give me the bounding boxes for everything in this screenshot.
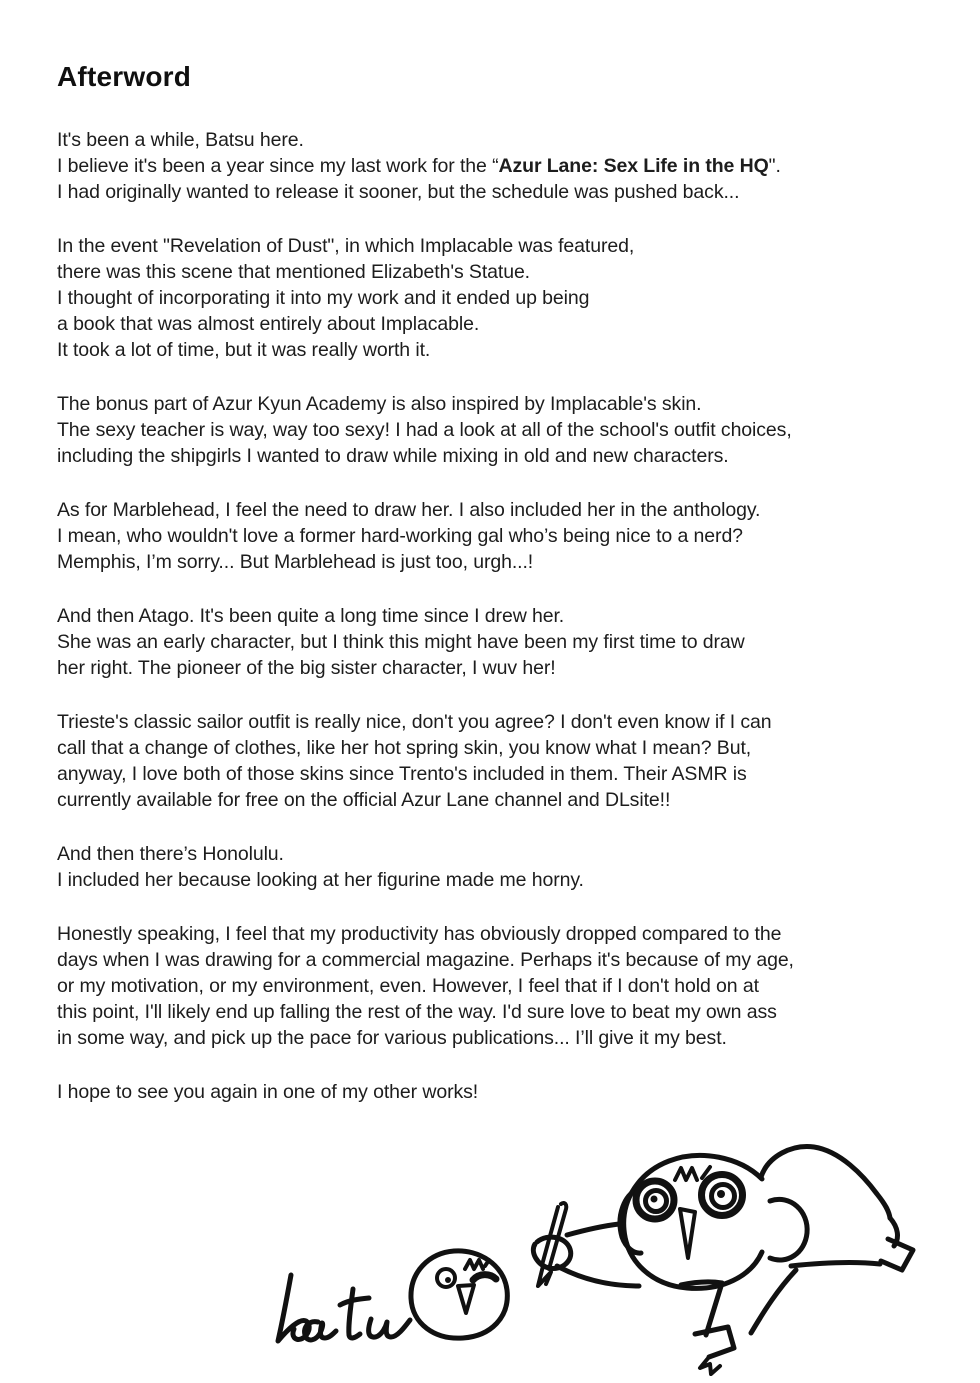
big-chibi-tail-foot bbox=[881, 1239, 913, 1270]
text-line: call that a change of clothes, like her hot spring skin, you know what I mean? But, bbox=[57, 737, 752, 759]
big-chibi-character bbox=[620, 1147, 913, 1374]
text-line: Trieste's classic sailor outfit is really nice, don't you agree? I don't even know if I can bbox=[57, 711, 772, 733]
afterword-text-column bbox=[57, 60, 957, 1133]
big-chibi-hair bbox=[675, 1167, 710, 1180]
upper-arm bbox=[567, 1224, 619, 1235]
small-chibi-brow bbox=[465, 1260, 489, 1269]
text-line: And then there’s Honolulu. bbox=[57, 843, 284, 865]
text-line: She was an early character, but I think this might have been my first time to draw bbox=[57, 631, 745, 653]
author-doodle-drawing bbox=[258, 1138, 968, 1383]
text-line: anyway, I love both of those skins since Trento's included in them. Their ASMR is bbox=[57, 763, 747, 785]
paragraph-productivity bbox=[57, 921, 957, 1051]
text-segment: ". bbox=[768, 155, 781, 177]
paragraph-intro bbox=[57, 127, 957, 205]
text-line: her right. The pioneer of the big sister character, I wuv her! bbox=[57, 657, 556, 679]
paragraph-honolulu bbox=[57, 841, 957, 893]
author-doodle bbox=[258, 1138, 968, 1383]
big-chibi-belly-line bbox=[791, 1263, 880, 1266]
small-chibi-wink-eye bbox=[473, 1275, 496, 1280]
text-line bbox=[57, 153, 957, 179]
text-line: days when I was drawing for a commercial magazine. Perhaps it's because of my age, bbox=[57, 949, 794, 971]
text-line: I hope to see you again in one of my other works! bbox=[57, 1081, 479, 1103]
text-line: The bonus part of Azur Kyun Academy is also inspired by Implacable's skin. bbox=[57, 393, 702, 415]
small-chibi-beak bbox=[458, 1285, 474, 1313]
page-title: Afterword bbox=[57, 61, 192, 92]
text-line: It took a lot of time, but it was really worth it. bbox=[57, 339, 431, 361]
text-line: I included her because looking at her figurine made me horny. bbox=[57, 869, 584, 891]
paragraph-marblehead bbox=[57, 497, 957, 575]
text-line: a book that was almost entirely about Implacable. bbox=[57, 313, 480, 335]
big-chibi-thigh bbox=[751, 1270, 796, 1333]
text-line: this point, I'll likely end up falling the rest of the way. I'd sure love to beat my own ass bbox=[57, 1001, 777, 1023]
big-chibi-right-ear bbox=[770, 1199, 807, 1260]
book-title-bold: Azur Lane: Sex Life in the HQ bbox=[498, 155, 769, 177]
text-line: there was this scene that mentioned Elizabeth's Statue. bbox=[57, 261, 531, 283]
paragraph-event bbox=[57, 233, 957, 363]
text-line: including the shipgirls I wanted to draw while mixing in old and new characters. bbox=[57, 445, 729, 467]
signature-batu bbox=[278, 1275, 410, 1341]
big-chibi-chest-line bbox=[681, 1282, 722, 1285]
text-line: currently available for free on the official Azur Lane channel and DLsite!! bbox=[57, 789, 671, 811]
paragraph-trieste bbox=[57, 709, 957, 813]
text-line: Honestly speaking, I feel that my productivity has obviously dropped compared to the bbox=[57, 923, 782, 945]
paragraph-closing bbox=[57, 1079, 957, 1105]
text-line: I had originally wanted to release it sooner, but the schedule was pushed back... bbox=[57, 181, 740, 203]
text-line: In the event "Revelation of Dust", in which Implacable was featured, bbox=[57, 235, 635, 257]
big-chibi-back bbox=[761, 1147, 890, 1218]
big-chibi-front-foot bbox=[695, 1327, 734, 1357]
small-chibi-face bbox=[411, 1251, 507, 1338]
text-line: I mean, who wouldn't love a former hard-working gal who’s being nice to a nerd? bbox=[57, 525, 743, 547]
text-line: The sexy teacher is way, way too sexy! I had a look at all of the school's outfit choices, bbox=[57, 419, 792, 441]
text-line: I thought of incorporating it into my work and it ended up being bbox=[57, 287, 590, 309]
text-line: Memphis, I’m sorry... But Marblehead is just too, urgh...! bbox=[57, 551, 534, 573]
text-line: in some way, and pick up the pace for various publications... I’ll give it my best. bbox=[57, 1027, 727, 1049]
text-line: It's been a while, Batsu here. bbox=[57, 129, 304, 151]
paragraph-atago bbox=[57, 603, 957, 681]
big-chibi-nose bbox=[680, 1209, 695, 1258]
text-line: or my motivation, or my environment, even. However, I feel that if I don't hold on at bbox=[57, 975, 759, 997]
text-segment: I believe it's been a year since my last work for the “ bbox=[57, 155, 499, 177]
text-line: As for Marblehead, I feel the need to draw her. I also included her in the anthology. bbox=[57, 499, 761, 521]
text-line: And then Atago. It's been quite a long time since I drew her. bbox=[57, 605, 565, 627]
lower-arm bbox=[557, 1266, 639, 1286]
paragraph-bonus bbox=[57, 391, 957, 469]
